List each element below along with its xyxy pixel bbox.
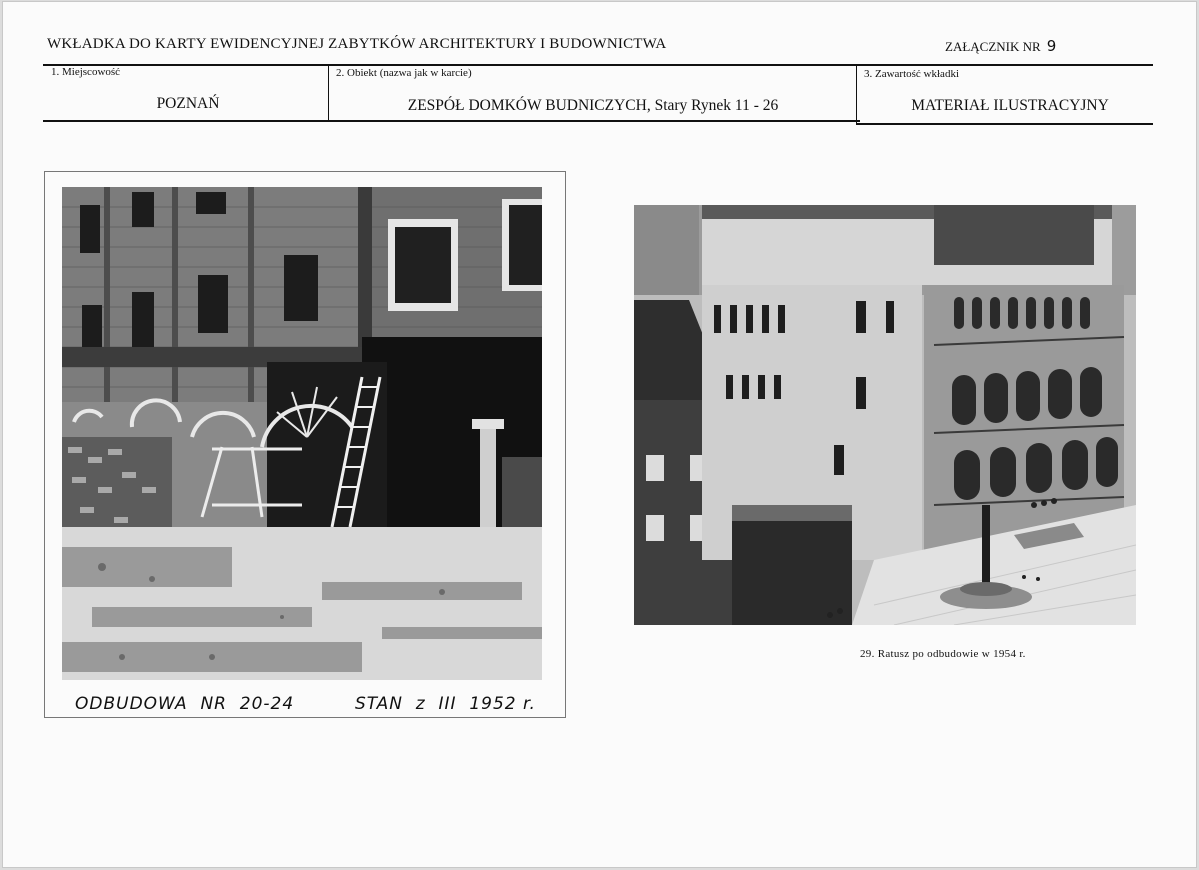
town-hall-caption: 29. Ratusz po odbudowie w 1954 r. <box>860 648 1026 660</box>
annex-label-text: ZAŁĄCZNIK NR <box>945 39 1041 54</box>
field-value-object: ZESPÓŁ DOMKÓW BUDNICZYCH, Stary Rynek 11 - 26 <box>407 97 779 114</box>
field-value-content: MATERIAŁ ILUSTRACYJNY <box>911 97 1109 114</box>
annex-number: 9 <box>1046 37 1057 55</box>
document-title: WKŁADKA DO KARTY EWIDENCYJNEJ ZABYTKÓW ARCHITEKTURY I BUDOWNICTWA <box>47 36 667 52</box>
handwritten-caption-left: ODBUDOWA NR 20-24 <box>75 694 295 714</box>
table-divider-1 <box>328 65 329 122</box>
field-label-place: 1. Miejscowość <box>51 66 121 78</box>
handwritten-caption-date: STAN z III 1952 r. <box>355 694 536 714</box>
field-label-object: 2. Obiekt (nazwa jak w karcie) <box>336 67 472 79</box>
table-top-rule <box>43 64 1153 66</box>
town-hall-photo <box>634 205 1136 625</box>
document-sheet <box>3 2 1196 867</box>
table-divider-2 <box>856 65 857 125</box>
table-bottom-rule-right <box>856 123 1153 125</box>
annex-label <box>945 37 1056 55</box>
table-bottom-rule-left <box>43 120 860 122</box>
field-value-place: POZNAŃ <box>156 95 220 112</box>
field-label-content: 3. Zawartość wkładki <box>864 68 959 80</box>
reconstruction-photo <box>62 187 542 680</box>
